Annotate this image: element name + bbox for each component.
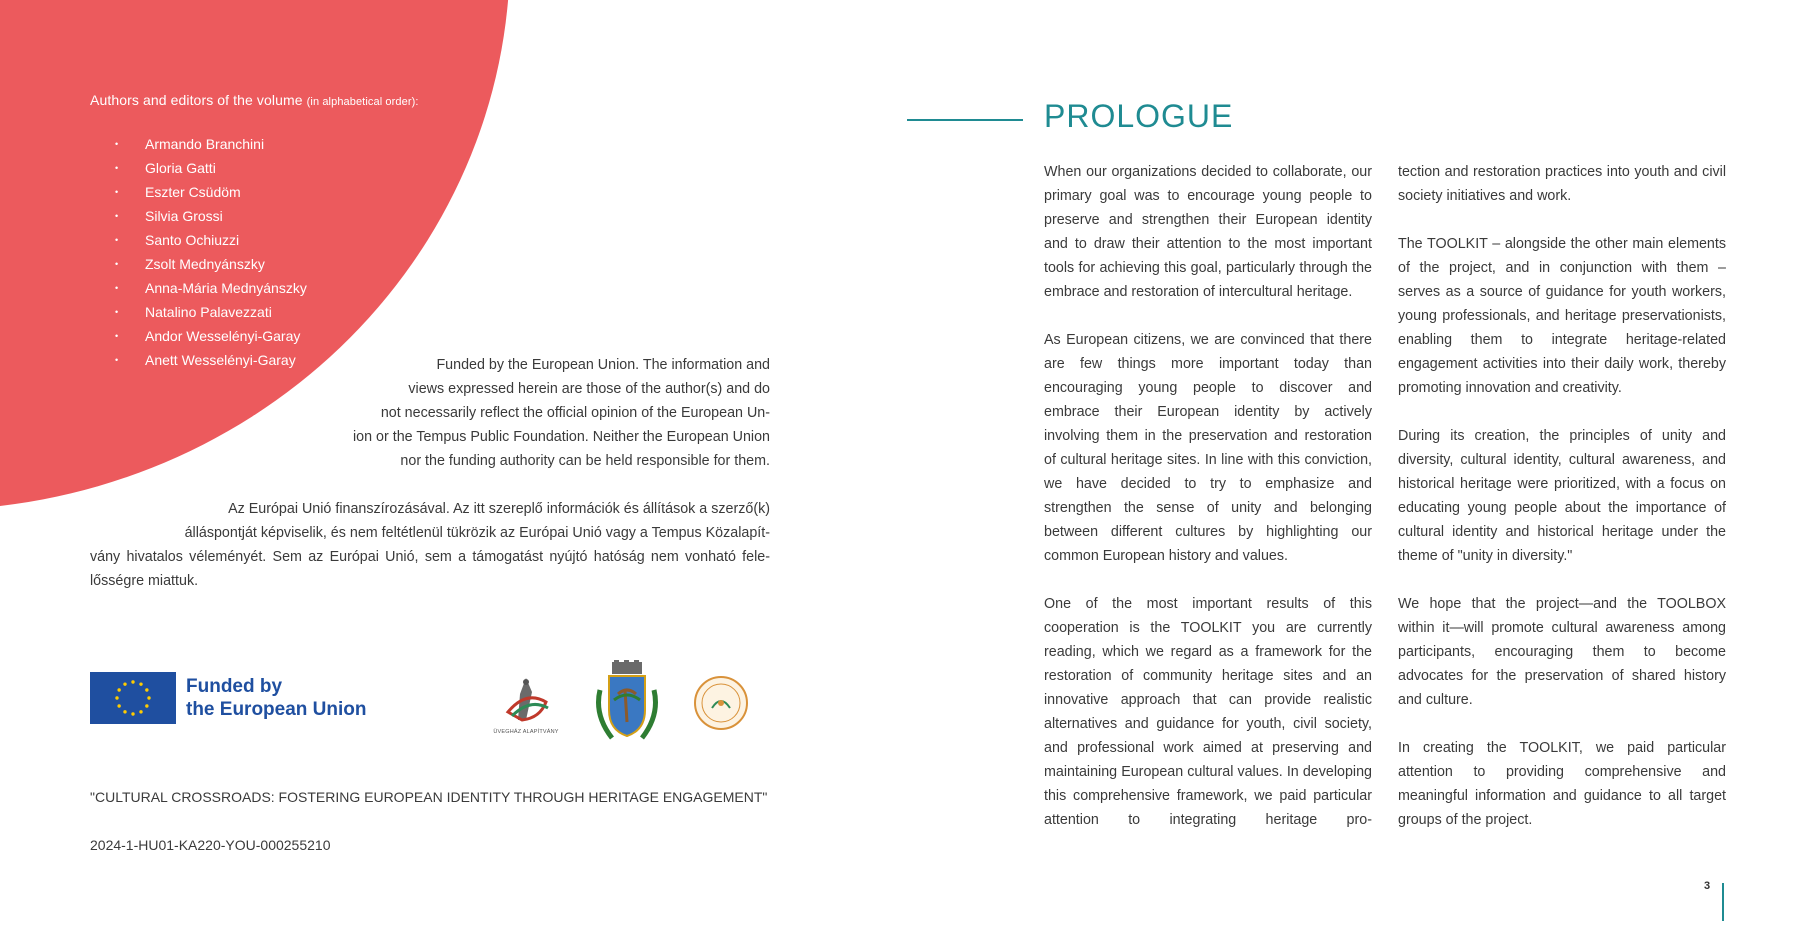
authors-block <box>90 92 419 372</box>
prologue-paragraph: In creating the TOOLKIT, we paid particular attention to providing comprehensive and meaningful information and guidance to all target groups of the project. <box>1398 740 1726 828</box>
disclaimer-hu-line: álláspontját képviselik, és nem feltétlenül tükrözik az Európai Unió vagy a Tempus Közalapít- <box>184 525 770 541</box>
eu-logo-text <box>186 675 367 721</box>
project-code: 2024-1-HU01-KA220-YOU-000255210 <box>90 837 331 853</box>
disclaimer-hu-line: lősségre miattuk. <box>90 573 199 589</box>
prologue-paragraph: tection and restoration practices into youth and civil society initiatives and work. <box>1398 164 1726 204</box>
disclaimer-en-line: not necessarily reflect the official opinion of the European Un- <box>380 405 770 421</box>
page-number-rule <box>1722 883 1724 921</box>
uveghaz-foundation-logo <box>490 672 562 735</box>
prologue-paragraph: The TOOLKIT – alongside the other main elements of the project, and in conjunction with them – serves as a source of guidance for youth workers, young professionals, and heritage preservationists, enabling them to integrate heritage-related engagement activities into their daily work, thereby promoting innovation and creativity. <box>1398 236 1726 396</box>
author-item: • Natalino Palavezzati <box>90 300 419 324</box>
project-title: "CULTURAL CROSSROADS: FOSTERING EUROPEAN IDENTITY THROUGH HERITAGE ENGAGEMENT" <box>90 789 768 805</box>
authors-heading-text: Authors and editors of the volume <box>90 92 303 108</box>
eu-logo-line2: the European Union <box>186 699 367 720</box>
partner-logos <box>490 660 750 746</box>
author-item: • Armando Branchini <box>90 132 419 156</box>
prologue-rule <box>907 119 1023 121</box>
author-item: • Eszter Csüdöm <box>90 180 419 204</box>
eu-funding-logo <box>90 672 367 724</box>
author-item: • Santo Ochiuzzi <box>90 228 419 252</box>
disclaimer-hu-line: Az Európai Unió finanszírozásával. Az itt szereplő információk és állítások a szerző(k) <box>228 501 770 517</box>
arvai-agyas-badge-logo <box>692 674 750 732</box>
disclaimer-hu-line: vány hivatalos véleményét. Sem az Európai Unió, sem a támogatást nyújtó hatóság nem vonható fele- <box>90 549 770 565</box>
disclaimer-en-line: views expressed herein are those of the author(s) and do <box>408 381 770 397</box>
author-item: • Gloria Gatti <box>90 156 419 180</box>
prologue-right-column <box>1398 160 1726 856</box>
author-item: • Anett Wesselényi-Garay <box>90 348 419 372</box>
author-item: • Zsolt Mednyánszky <box>90 252 419 276</box>
author-item: • Silvia Grossi <box>90 204 419 228</box>
authors-heading-note: (in alphabetical order): <box>306 96 419 108</box>
prologue-left-column <box>1044 160 1372 856</box>
prologue-paragraph: One of the most important results of this cooperation is the TOOLKIT you are currently reading, which we regard as a framework for the restoration of community heritage sites and an innovative approach that can provide realistic alternatives and guidance for youth, civil society, and professional work aimed at preserving and maintaining European cultural values. In developing this comprehensive framework, we paid particular attention to integrating heritage pro- <box>1044 596 1372 828</box>
disclaimer-en-line: nor the funding authority can be held responsible for them. <box>400 453 770 469</box>
page-number: 3 <box>1704 880 1711 892</box>
authors-list <box>90 132 419 372</box>
authors-heading <box>90 92 419 108</box>
prologue-paragraph: As European citizens, we are convinced that there are few things more important today than encouraging young people to discover and embrace their European identity by actively involving them in the preservation and restoration of cultural heritage sites. In line with this conviction, we have decided to try to emphasize and strengthen the sense of unity and belonging between different cultures by highlighting our common European history and values. <box>1044 332 1372 564</box>
prologue-paragraph: During its creation, the principles of unity and diversity, cultural identity, cultural awareness, and historical heritage were prioritized, with a focus on educating young people about the importance of cultural identity and historical heritage under the theme of "unity in diversity." <box>1398 428 1726 564</box>
prologue-paragraph: We hope that the project—and the TOOLBOX within it—will promote cultural awareness among participants, encouraging them to become advocates for the preservation of shared history and culture. <box>1398 596 1726 708</box>
disclaimer-en-line: Funded by the European Union. The information and <box>436 357 770 373</box>
author-item: • Andor Wesselényi-Garay <box>90 324 419 348</box>
disclaimer-en-line: ion or the Tempus Public Foundation. Neither the European Union <box>353 429 770 445</box>
disclaimer-english <box>280 353 770 473</box>
prologue-paragraph: When our organizations decided to collaborate, our primary goal was to encourage young people to preserve and strengthen their European identity and to draw their attention to the most important tools for achieving this goal, particularly through the embrace and restoration of intercultural heritage. <box>1044 164 1372 300</box>
prologue-title: PROLOGUE <box>1044 98 1234 134</box>
eu-flag-icon <box>90 672 176 724</box>
disclaimer-hungarian <box>90 497 770 593</box>
municipal-coat-of-arms-logo <box>592 660 662 746</box>
eu-logo-line1: Funded by <box>186 676 283 697</box>
uveghaz-logo-caption: ÜVEGHÁZ ALAPÍTVÁNY <box>493 728 559 735</box>
author-item: • Anna-Mária Mednyánszky <box>90 276 419 300</box>
